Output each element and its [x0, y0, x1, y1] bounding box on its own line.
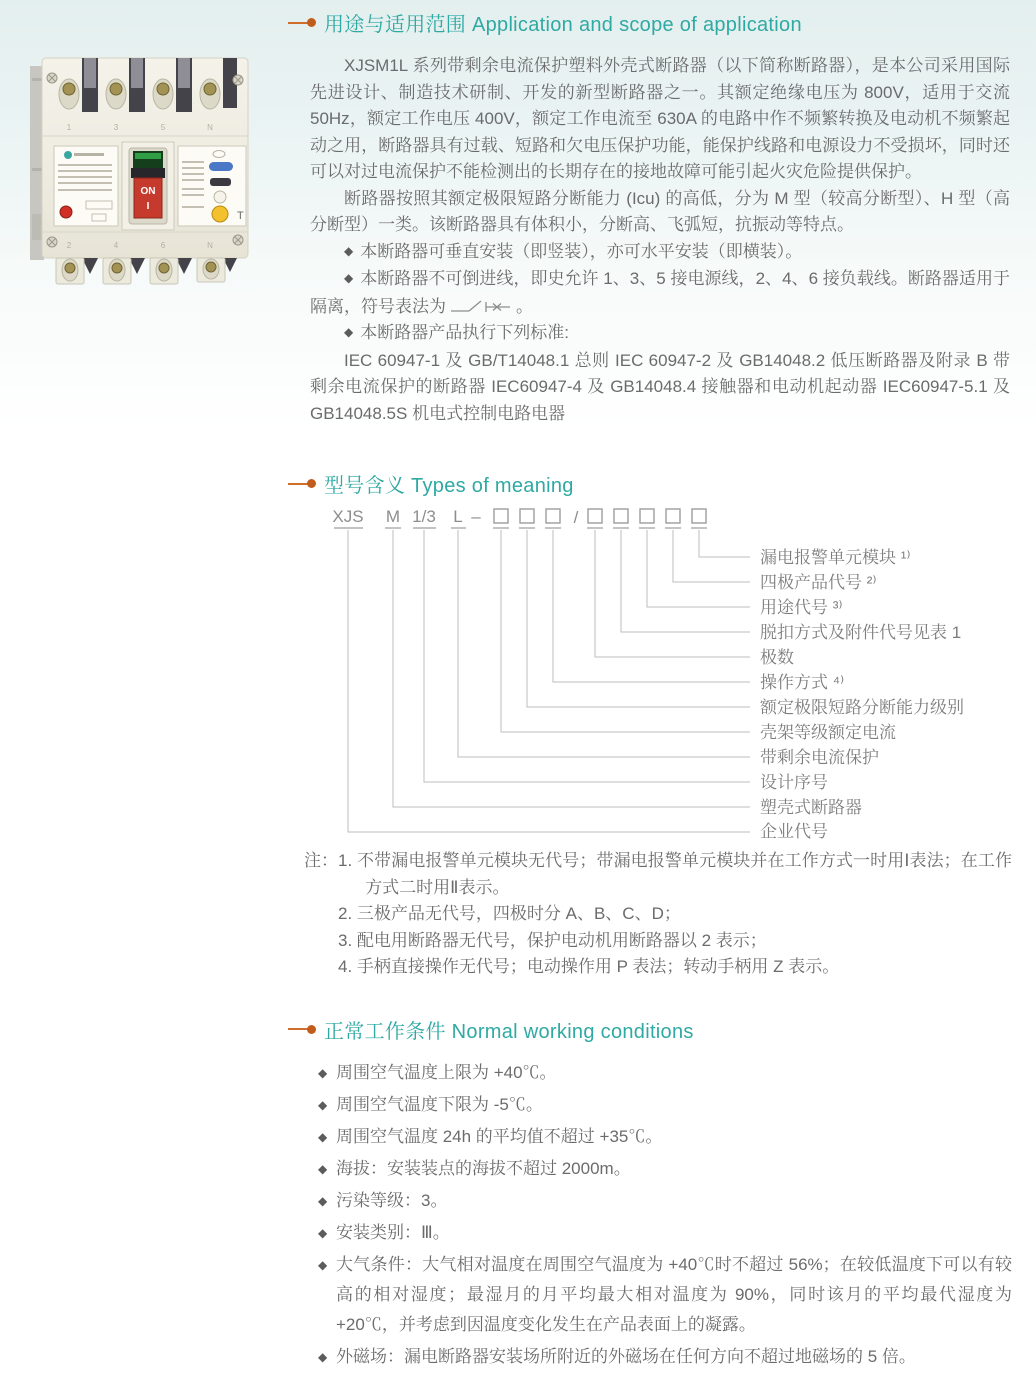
- model-token: XJS: [332, 507, 364, 526]
- model-token: 1/3: [412, 507, 436, 526]
- model-token: L: [453, 507, 463, 526]
- diamond-bullet-icon: ◆: [344, 271, 354, 285]
- model-token: /: [573, 508, 579, 527]
- diamond-bullet-icon: ◆: [318, 1065, 328, 1080]
- model-field-label: 壳架等级额定电流: [760, 723, 896, 742]
- application-paragraph-1: XJSM1L 系列带剩余电流保护塑料外壳式断路器（以下简称断路器），是本公司采用国际先进设计、制造技术研制、开发的新型断路器之一。其额定绝缘电压为 800V，适用于交流 50Hz，额定工作电压 400V，额定工作电流至 630A 的电路中作不频繁转换及电动机不频繁起动之用，断路器具有过载、短路和欠电压保护功能，能保护线路和电源设力不受损坏，同时还可以对过电流保护不能检测出的长期存在的接地故障可能引起火灾危险提供保护。: [310, 56, 1010, 181]
- pole-label: 3: [113, 123, 119, 132]
- model-notes: [304, 848, 1012, 981]
- model-field-label: 额定极限短路分断能力级别: [760, 698, 964, 717]
- note-item: 2. 三极产品无代号，四极时分 A、B、C、D；: [338, 904, 681, 923]
- section-title: 正常工作条件 Normal working conditions: [324, 1020, 694, 1043]
- model-field-label: 四极产品代号 ²⁾: [760, 573, 877, 592]
- section-title: 用途与适用范围 Application and scope of application: [324, 14, 802, 36]
- diamond-bullet-icon: ◆: [318, 1257, 328, 1272]
- model-token: –: [471, 507, 481, 526]
- bullet-standards: ◆ 本断路器产品执行下列标准:: [344, 323, 569, 342]
- model-field-label: 极数: [760, 648, 794, 667]
- header-bullet-icon: [288, 18, 316, 27]
- pole-label: 5: [160, 123, 166, 132]
- condition-item: ◆ 外磁场：漏电断路器安装场所附近的外磁场在任何方向不超过地磁场的 5 倍。: [318, 1342, 1012, 1372]
- bottom-terminals: [56, 258, 237, 284]
- model-field-label: 设计序号: [760, 773, 828, 792]
- test-button[interactable]: [212, 206, 228, 222]
- model-field-label: 脱扣方式及附件代号见表 1: [760, 623, 962, 642]
- model-field-label: 漏电报警单元模块 ¹⁾: [760, 548, 911, 567]
- switch-on-label: ON: [140, 186, 156, 197]
- condition-item: ◆ 海拔：安装装点的海拔不超过 2000m。: [318, 1154, 1012, 1184]
- diamond-bullet-icon: ◆: [318, 1225, 328, 1240]
- header-bullet-icon: [288, 1025, 316, 1034]
- diamond-bullet-icon: ◆: [318, 1129, 328, 1144]
- diamond-bullet-icon: ◆: [344, 243, 354, 258]
- condition-item: ◆ 安装类别：Ⅲ。: [318, 1218, 1012, 1248]
- breaker-handle[interactable]: [122, 142, 174, 230]
- diamond-bullet-icon: ◆: [344, 325, 354, 339]
- condition-item: ◆ 周围空气温度 24h 的平均值不超过 +35℃。: [318, 1122, 1012, 1152]
- circuit-breaker-illustration: [24, 18, 262, 288]
- note-item: 4. 手柄直接操作无代号；电动操作用 P 表法；转动手柄用 Z 表示。: [338, 957, 840, 976]
- model-designation-diagram: [310, 506, 1010, 842]
- condition-item: ◆ 大气条件：大气相对温度在周围空气温度为 +40℃时不超过 56%；在较低温度下可以有较高的相对湿度；最湿月的月平均最大相对温度为 90%，同时该月的平均最代湿度为 +20℃，并考虑到因温度变化发生在产品表面上的凝露。: [318, 1250, 1012, 1340]
- residual-current-test-panel: [178, 146, 246, 226]
- model-field-label: 企业代号: [760, 822, 828, 841]
- diamond-bullet-icon: ◆: [318, 1097, 328, 1112]
- note-item: 1. 不带漏电报警单元模块无代号；带漏电报警单元模块并在工作方式一时用Ⅰ表法；在工作方式二时用Ⅱ表示。: [338, 851, 1012, 897]
- bullet-mounting: ◆ 本断路器可垂直安装（即竖装），亦可水平安装（即横装）。: [344, 241, 803, 261]
- reset-button[interactable]: [214, 191, 226, 203]
- notes-prefix: 注：: [304, 851, 338, 870]
- section-header-conditions: [288, 1015, 1012, 1044]
- condition-item: ◆ 周围空气温度上限为 +40℃。: [318, 1058, 1012, 1088]
- model-field-label: 塑壳式断路器: [760, 798, 862, 817]
- model-field-label: 操作方式 ⁴⁾: [760, 673, 845, 692]
- diamond-bullet-icon: ◆: [318, 1161, 328, 1176]
- section-header-model: [288, 469, 1012, 498]
- application-paragraph-2: 断路器按照其额定极限短路分断能力 (Icu) 的高低，分为 M 型（较高分断型）、H 型（高分断型）一类。该断路器具有体积小，分断高、飞弧短，抗振动等特点。: [310, 188, 1010, 234]
- pole-label: 1: [66, 123, 72, 132]
- note-item: 3. 配电用断路器无代号，保护电动机用断路器以 2 表示；: [338, 930, 767, 950]
- diamond-bullet-icon: ◆: [318, 1193, 328, 1208]
- bullet-reverse-wiring: ◆ 本断路器不可倒进线，即史允许 1、3、5 接电源线，2、4、6 接负载线。断路器适用于隔离，符号表法为 。: [310, 269, 1010, 316]
- model-field-label: 带剩余电流保护: [760, 748, 879, 767]
- working-conditions-list: [318, 1058, 1012, 1372]
- content-column: [288, 8, 1012, 1374]
- section-title: 型号含义 Types of meaning: [324, 475, 574, 497]
- pole-label: 2: [66, 241, 72, 250]
- switch-i-label: I: [146, 201, 150, 212]
- indicator-dot: [60, 206, 72, 218]
- diamond-bullet-icon: ◆: [318, 1349, 328, 1364]
- pole-label: N: [207, 123, 213, 132]
- condition-item: ◆ 周围空气温度下限为 -5℃。: [318, 1090, 1012, 1120]
- pole-label: 4: [113, 241, 119, 250]
- isolator-symbol-icon: [450, 299, 512, 314]
- model-token: M: [385, 507, 401, 526]
- section-header-application: [288, 8, 1012, 37]
- standards-paragraph: IEC 60947-1 及 GB/T14048.1 总则 IEC 60947-2 及 GB14048.2 低压断路器及附录 B 带剩余电流保护的断路器 IEC60947-4 及 GB14048.4 接触器和电动机起动器 IEC60947-5.1 及 GB14048.5S 机电式控制电路电器: [310, 350, 1010, 423]
- condition-item: ◆ 污染等级：3。: [318, 1186, 1012, 1216]
- brand-logo-icon: [64, 151, 72, 159]
- delay-selector: [209, 162, 233, 171]
- pole-label: 6: [160, 241, 166, 250]
- header-bullet-icon: [288, 479, 316, 488]
- test-button-label: T: [237, 210, 244, 222]
- rating-label-panel: [54, 146, 118, 226]
- product-photo-circuit-breaker: [24, 18, 262, 288]
- model-field-label: 用途代号 ³⁾: [760, 598, 843, 617]
- pole-label: N: [207, 241, 213, 250]
